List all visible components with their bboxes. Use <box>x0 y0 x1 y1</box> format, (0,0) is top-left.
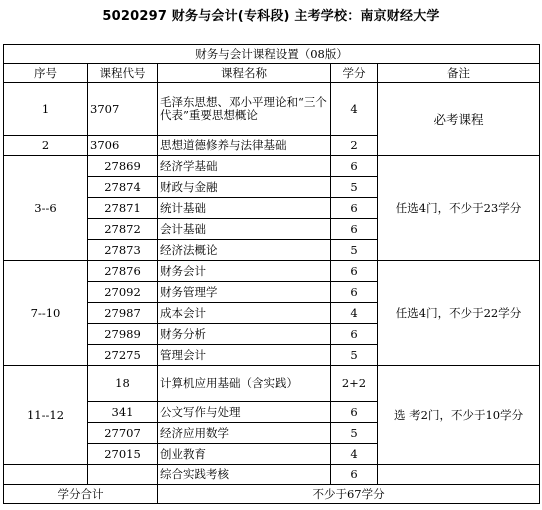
row-code: 27876 <box>88 261 158 282</box>
row-seq: 7--10 <box>4 261 88 366</box>
row-code: 27874 <box>88 177 158 198</box>
row-name: 公文写作与处理 <box>158 402 331 423</box>
row-code: 27707 <box>88 423 158 444</box>
page-title: 5020297 财务与会计(专科段) 主考学校：南京财经大学 <box>102 9 440 24</box>
total-label: 学分合计 <box>4 485 158 504</box>
row-name: 成本会计 <box>158 303 331 324</box>
row-code: 3707 <box>88 83 158 136</box>
table-row <box>4 465 540 485</box>
header-code: 课程代号 <box>88 64 158 83</box>
header-row <box>4 64 540 83</box>
row-name: 会计基础 <box>158 219 331 240</box>
row-name: 计算机应用基础（含实践） <box>158 366 331 402</box>
row-credit: 6 <box>331 219 378 240</box>
course-table <box>3 44 540 504</box>
row-code: 18 <box>88 366 158 402</box>
row-name: 创业教育 <box>158 444 331 465</box>
row-credit: 6 <box>331 261 378 282</box>
row-credit: 6 <box>331 324 378 345</box>
total-value: 不少于67学分 <box>158 485 540 504</box>
row-credit: 6 <box>331 402 378 423</box>
row-name: 经济应用数学 <box>158 423 331 444</box>
row-note: 选 考2门，不少于10学分 <box>378 366 540 465</box>
row-name: 财务分析 <box>158 324 331 345</box>
row-credit: 2+2 <box>331 366 378 402</box>
row-credit: 4 <box>331 83 378 136</box>
row-credit: 5 <box>331 240 378 261</box>
row-name: 经济学基础 <box>158 156 331 177</box>
row-code: 27092 <box>88 282 158 303</box>
row-name: 综合实践考核 <box>158 465 331 485</box>
table-caption: 财务与会计课程设置（08版） <box>4 45 540 64</box>
row-note <box>378 465 540 485</box>
table-row <box>4 156 540 177</box>
row-code: 27871 <box>88 198 158 219</box>
row-name: 毛泽东思想、邓小平理论和“三个代表”重要思想概论 <box>158 83 331 136</box>
row-name: 财务会计 <box>158 261 331 282</box>
table-caption-row <box>4 45 540 64</box>
row-code: 27872 <box>88 219 158 240</box>
row-code: 27987 <box>88 303 158 324</box>
row-seq: 1 <box>4 83 88 136</box>
header-seq: 序号 <box>4 64 88 83</box>
row-name: 管理会计 <box>158 345 331 366</box>
header-note: 备注 <box>378 64 540 83</box>
row-code: 27015 <box>88 444 158 465</box>
row-seq: 2 <box>4 136 88 156</box>
row-credit: 6 <box>331 198 378 219</box>
table-row <box>4 366 540 402</box>
row-note: 任选4门，不少于23学分 <box>378 156 540 261</box>
row-credit: 2 <box>331 136 378 156</box>
row-credit: 6 <box>331 282 378 303</box>
row-credit: 5 <box>331 423 378 444</box>
row-credit: 4 <box>331 303 378 324</box>
row-name: 财政与金融 <box>158 177 331 198</box>
row-name: 思想道德修养与法律基础 <box>158 136 331 156</box>
row-code: 27989 <box>88 324 158 345</box>
row-name: 统计基础 <box>158 198 331 219</box>
total-row <box>4 485 540 504</box>
table-row <box>4 83 540 136</box>
header-name: 课程名称 <box>158 64 331 83</box>
row-note: 必考课程 <box>378 83 540 156</box>
row-code <box>88 465 158 485</box>
row-name: 财务管理学 <box>158 282 331 303</box>
header-credit: 学分 <box>331 64 378 83</box>
row-credit: 4 <box>331 444 378 465</box>
row-credit: 5 <box>331 345 378 366</box>
row-name: 经济法概论 <box>158 240 331 261</box>
row-code: 3706 <box>88 136 158 156</box>
row-code: 27869 <box>88 156 158 177</box>
row-code: 27275 <box>88 345 158 366</box>
table-row <box>4 261 540 282</box>
row-credit: 5 <box>331 177 378 198</box>
row-credit: 6 <box>331 465 378 485</box>
row-note: 任选4门，不少于22学分 <box>378 261 540 366</box>
row-seq <box>4 465 88 485</box>
row-code: 341 <box>88 402 158 423</box>
row-credit: 6 <box>331 156 378 177</box>
row-seq: 3--6 <box>4 156 88 261</box>
row-code: 27873 <box>88 240 158 261</box>
row-seq: 11--12 <box>4 366 88 465</box>
